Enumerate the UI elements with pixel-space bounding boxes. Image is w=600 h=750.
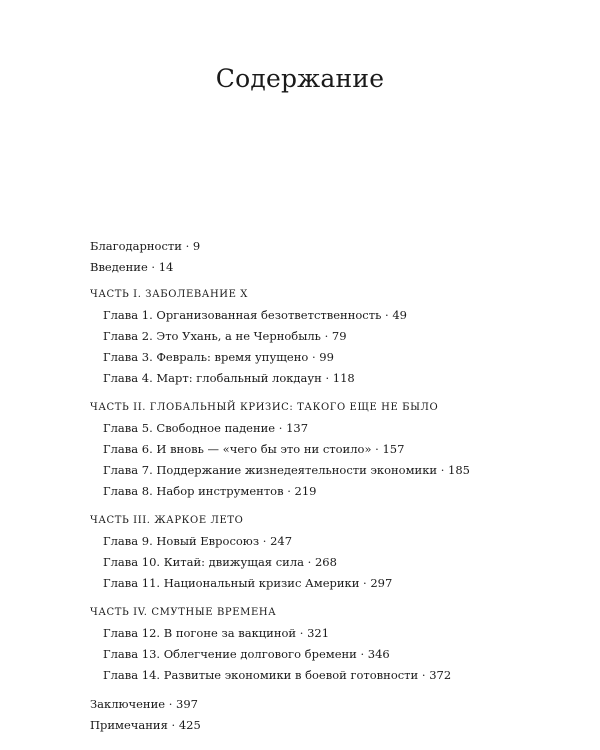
page-title: Содержание (215, 64, 385, 93)
page-number: 9 (192, 239, 201, 253)
separator: · (299, 626, 304, 640)
separator: · (185, 239, 190, 253)
page-number: 425 (178, 718, 201, 732)
toc-chapter-7[interactable] (90, 460, 570, 481)
toc-entry-introduction[interactable] (90, 257, 570, 278)
entry-title: Глава 13. Облегчение долгового бремени (103, 647, 357, 661)
table-of-contents (90, 236, 570, 736)
part-heading-4: ЧАСТЬ IV. СМУТНЫЕ ВРЕМЕНА (90, 607, 277, 618)
toc-chapter-6[interactable] (90, 439, 570, 460)
toc-chapter-10[interactable] (90, 552, 570, 573)
page-number: 185 (448, 463, 470, 477)
page-number: 297 (370, 576, 393, 590)
entry-title: Благодарности (90, 239, 182, 253)
page-number: 99 (319, 350, 334, 364)
toc-chapter-9[interactable] (90, 531, 570, 552)
separator: · (278, 421, 283, 435)
toc-chapter-3[interactable] (90, 347, 570, 368)
entry-title: Глава 11. Национальный кризис Америки (103, 576, 360, 590)
entry-title: Заключение (90, 697, 166, 711)
entry-title: Глава 1. Организованная безответственность (103, 308, 382, 322)
toc-chapter-8[interactable] (90, 481, 570, 502)
entry-title: Глава 9. Новый Евросоюз (103, 534, 260, 548)
toc-chapter-13[interactable] (90, 644, 570, 665)
toc-chapter-1[interactable] (90, 305, 570, 326)
page-number: 79 (331, 329, 347, 343)
entry-title: Примечания (90, 718, 168, 732)
page-number: 346 (367, 647, 390, 661)
entry-title: Глава 2. Это Ухань, а не Чернобыль (103, 329, 321, 343)
separator: · (440, 463, 445, 477)
separator: · (421, 668, 426, 682)
toc-entry-notes[interactable] (90, 715, 570, 736)
page-number: 157 (382, 442, 405, 456)
separator: · (307, 555, 312, 569)
toc-entry-conclusion[interactable] (90, 694, 570, 715)
separator: · (325, 371, 330, 385)
separator: · (360, 647, 365, 661)
separator: · (363, 576, 367, 590)
entry-title: Глава 8. Набор инструментов (103, 484, 284, 498)
toc-chapter-12[interactable] (90, 623, 570, 644)
entry-title: Глава 5. Свободное падение (103, 421, 276, 435)
page-number: 219 (294, 484, 317, 498)
separator: · (151, 260, 156, 274)
page-number: 14 (158, 260, 174, 274)
page-number: 49 (392, 308, 407, 322)
entry-title: Введение (90, 260, 148, 274)
entry-title: Глава 6. И вновь — «чего бы это ни стоило» (103, 442, 372, 456)
separator: · (168, 697, 173, 711)
entry-title: Глава 14. Развитые экономики в боевой готовности (103, 668, 419, 682)
page-number: 397 (176, 697, 198, 711)
entry-title: Глава 4. Март: глобальный локдаун (103, 371, 322, 385)
part-heading-1: ЧАСТЬ I. ЗАБОЛЕВАНИЕ X (90, 289, 249, 300)
entry-title: Глава 12. В погоне за вакциной (103, 626, 297, 640)
part-heading-2: ЧАСТЬ II. ГЛОБАЛЬНЫЙ КРИЗИС: ТАКОГО ЕЩЕ НЕ БЫЛО (90, 402, 439, 413)
page-number: 268 (314, 555, 337, 569)
separator: · (385, 308, 389, 322)
separator: · (262, 534, 267, 548)
toc-chapter-14[interactable] (90, 665, 570, 686)
part-heading-3: ЧАСТЬ III. ЖАРКОЕ ЛЕТО (90, 515, 244, 526)
toc-chapter-4[interactable] (90, 368, 570, 389)
page-number: 372 (429, 668, 452, 682)
separator: · (171, 718, 176, 732)
toc-chapter-2[interactable] (90, 326, 570, 347)
toc-entry-acknowledgements[interactable] (90, 236, 570, 257)
separator: · (287, 484, 291, 498)
page-number: 321 (307, 626, 330, 640)
entry-title: Глава 3. Февраль: время упущено (103, 350, 309, 364)
separator: · (311, 350, 316, 364)
entry-title: Глава 7. Поддержание жизнедеятельности экономики (103, 463, 438, 477)
page-number: 118 (332, 371, 355, 385)
separator: · (375, 442, 379, 456)
separator: · (324, 329, 329, 343)
entry-title: Глава 10. Китай: движущая сила (103, 555, 304, 569)
toc-chapter-5[interactable] (90, 418, 570, 439)
toc-chapter-11[interactable] (90, 573, 570, 594)
page-number: 247 (270, 534, 293, 548)
page-number: 137 (286, 421, 309, 435)
